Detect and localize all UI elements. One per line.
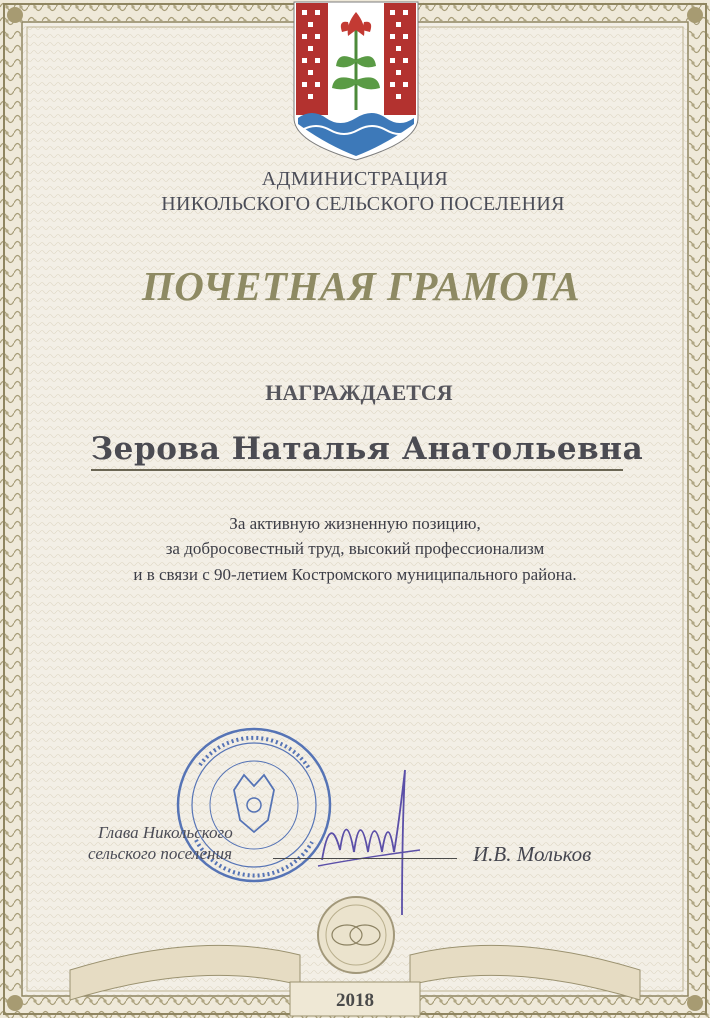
reason-line: за добросовестный труд, высокий профессионализм xyxy=(165,539,545,558)
certificate-title: ПОЧЕТНАЯ ГРАМОТА xyxy=(141,263,581,309)
corner-ornament-icon xyxy=(687,7,703,23)
recipient-name: Зерова Наталья Анатольевна xyxy=(90,431,644,467)
signature-line xyxy=(273,858,457,859)
organization-line-2: НИКОЛЬСКОГО СЕЛЬСКОГО ПОСЕЛЕНИЯ xyxy=(161,193,565,215)
organization-line-1: АДМИНИСТРАЦИЯ xyxy=(261,168,449,190)
signatory-name: И.В. Мольков xyxy=(473,842,592,866)
corner-ornament-icon xyxy=(7,7,23,23)
awarded-label: НАГРАЖДАЕТСЯ xyxy=(265,380,453,405)
lily-coat-of-arms-icon xyxy=(294,2,418,160)
reason-line: За активную жизненную позицию, xyxy=(229,514,481,533)
certificate-year: 2018 xyxy=(336,990,374,1011)
signatory-title-line-2: сельского поселения xyxy=(88,844,232,863)
signatory-title-line-1: Глава Никольского xyxy=(98,823,233,842)
reason-line: и в связи с 90-летием Костромского муниципального района. xyxy=(133,565,577,584)
ornamental-rosette-icon xyxy=(318,897,394,973)
name-underline xyxy=(91,469,623,471)
